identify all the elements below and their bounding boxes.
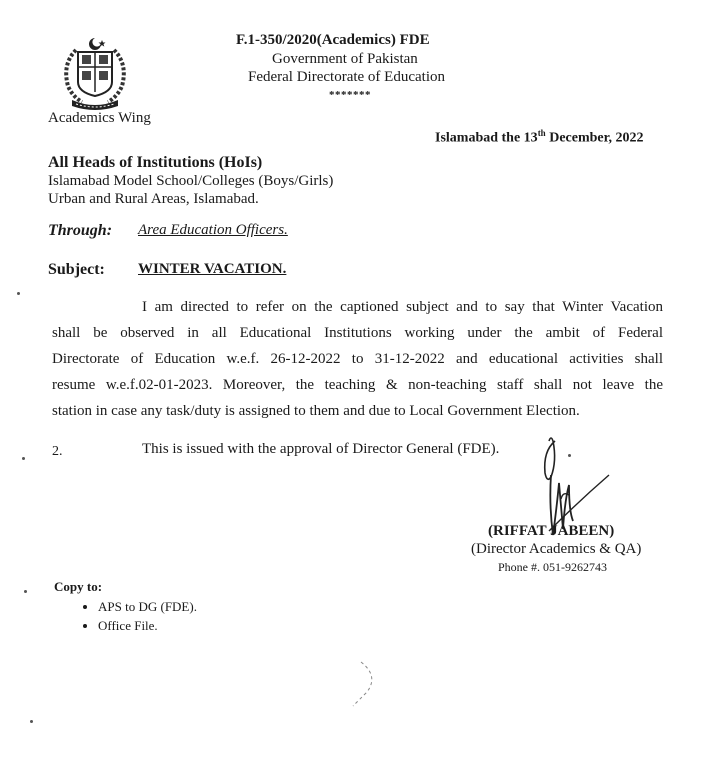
- stray-dot: [568, 454, 571, 457]
- copy-to-heading: Copy to:: [54, 579, 103, 594]
- subject-value: WINTER VACATION.: [138, 261, 287, 277]
- stray-dot: [17, 292, 20, 295]
- academics-wing-label: Academics Wing: [48, 110, 151, 126]
- signatory-designation: (Director Academics & QA): [471, 541, 642, 557]
- addressee-line-1: Islamabad Model School/Colleges (Boys/Girls): [48, 173, 334, 189]
- separator-stars: *******: [329, 89, 371, 101]
- paragraph-line: resume w.e.f.02-01-2023. Moreover, the teaching & non-teaching staff shall not leave the: [52, 377, 663, 393]
- date-suffix: December, 2022: [545, 130, 644, 146]
- date-superscript: th: [537, 128, 546, 138]
- signatory-phone: Phone #. 051-9262743: [498, 560, 607, 574]
- directorate-name: Federal Directorate of Education: [248, 69, 445, 85]
- stray-dot: [30, 720, 33, 723]
- stray-dot: [22, 457, 25, 460]
- addressee-title: All Heads of Institutions (HoIs): [48, 154, 263, 171]
- copy-to-item: • Office File.: [98, 616, 197, 635]
- paragraph-line: I am directed to refer on the captioned subject and to say that Winter Vacation: [142, 299, 663, 315]
- body-paragraph-1: [52, 294, 663, 424]
- reference-number: F.1-350/2020(Academics) FDE: [236, 32, 430, 48]
- signatory-name: (RIFFAT JABEEN): [488, 523, 615, 539]
- stray-pen-mark: [343, 658, 383, 710]
- through-value: Area Education Officers.: [138, 222, 288, 238]
- date-prefix: Islamabad the 13: [435, 130, 538, 146]
- paragraph-2-text: This is issued with the approval of Director General (FDE).: [142, 441, 500, 457]
- paragraph-line: station in case any task/duty is assigned to them and due to Local Government Election.: [52, 403, 580, 419]
- government-name: Government of Pakistan: [272, 51, 418, 67]
- paragraph-2-number: 2.: [52, 444, 63, 459]
- copy-to-list: [80, 597, 197, 635]
- addressee-line-2: Urban and Rural Areas, Islamabad.: [48, 191, 259, 207]
- copy-to-item: • APS to DG (FDE).: [98, 597, 197, 616]
- paragraph-line: Directorate of Education w.e.f. 26-12-2022 to 31-12-2022 and educational activities shall: [52, 351, 663, 367]
- through-label: Through:: [48, 222, 113, 239]
- subject-label: Subject:: [48, 261, 105, 278]
- letter-date: [435, 128, 644, 147]
- state-emblem-icon: [58, 34, 132, 112]
- stray-dot: [24, 590, 27, 593]
- paragraph-line: shall be observed in all Educational Institutions working under the ambit of Federal: [52, 325, 663, 341]
